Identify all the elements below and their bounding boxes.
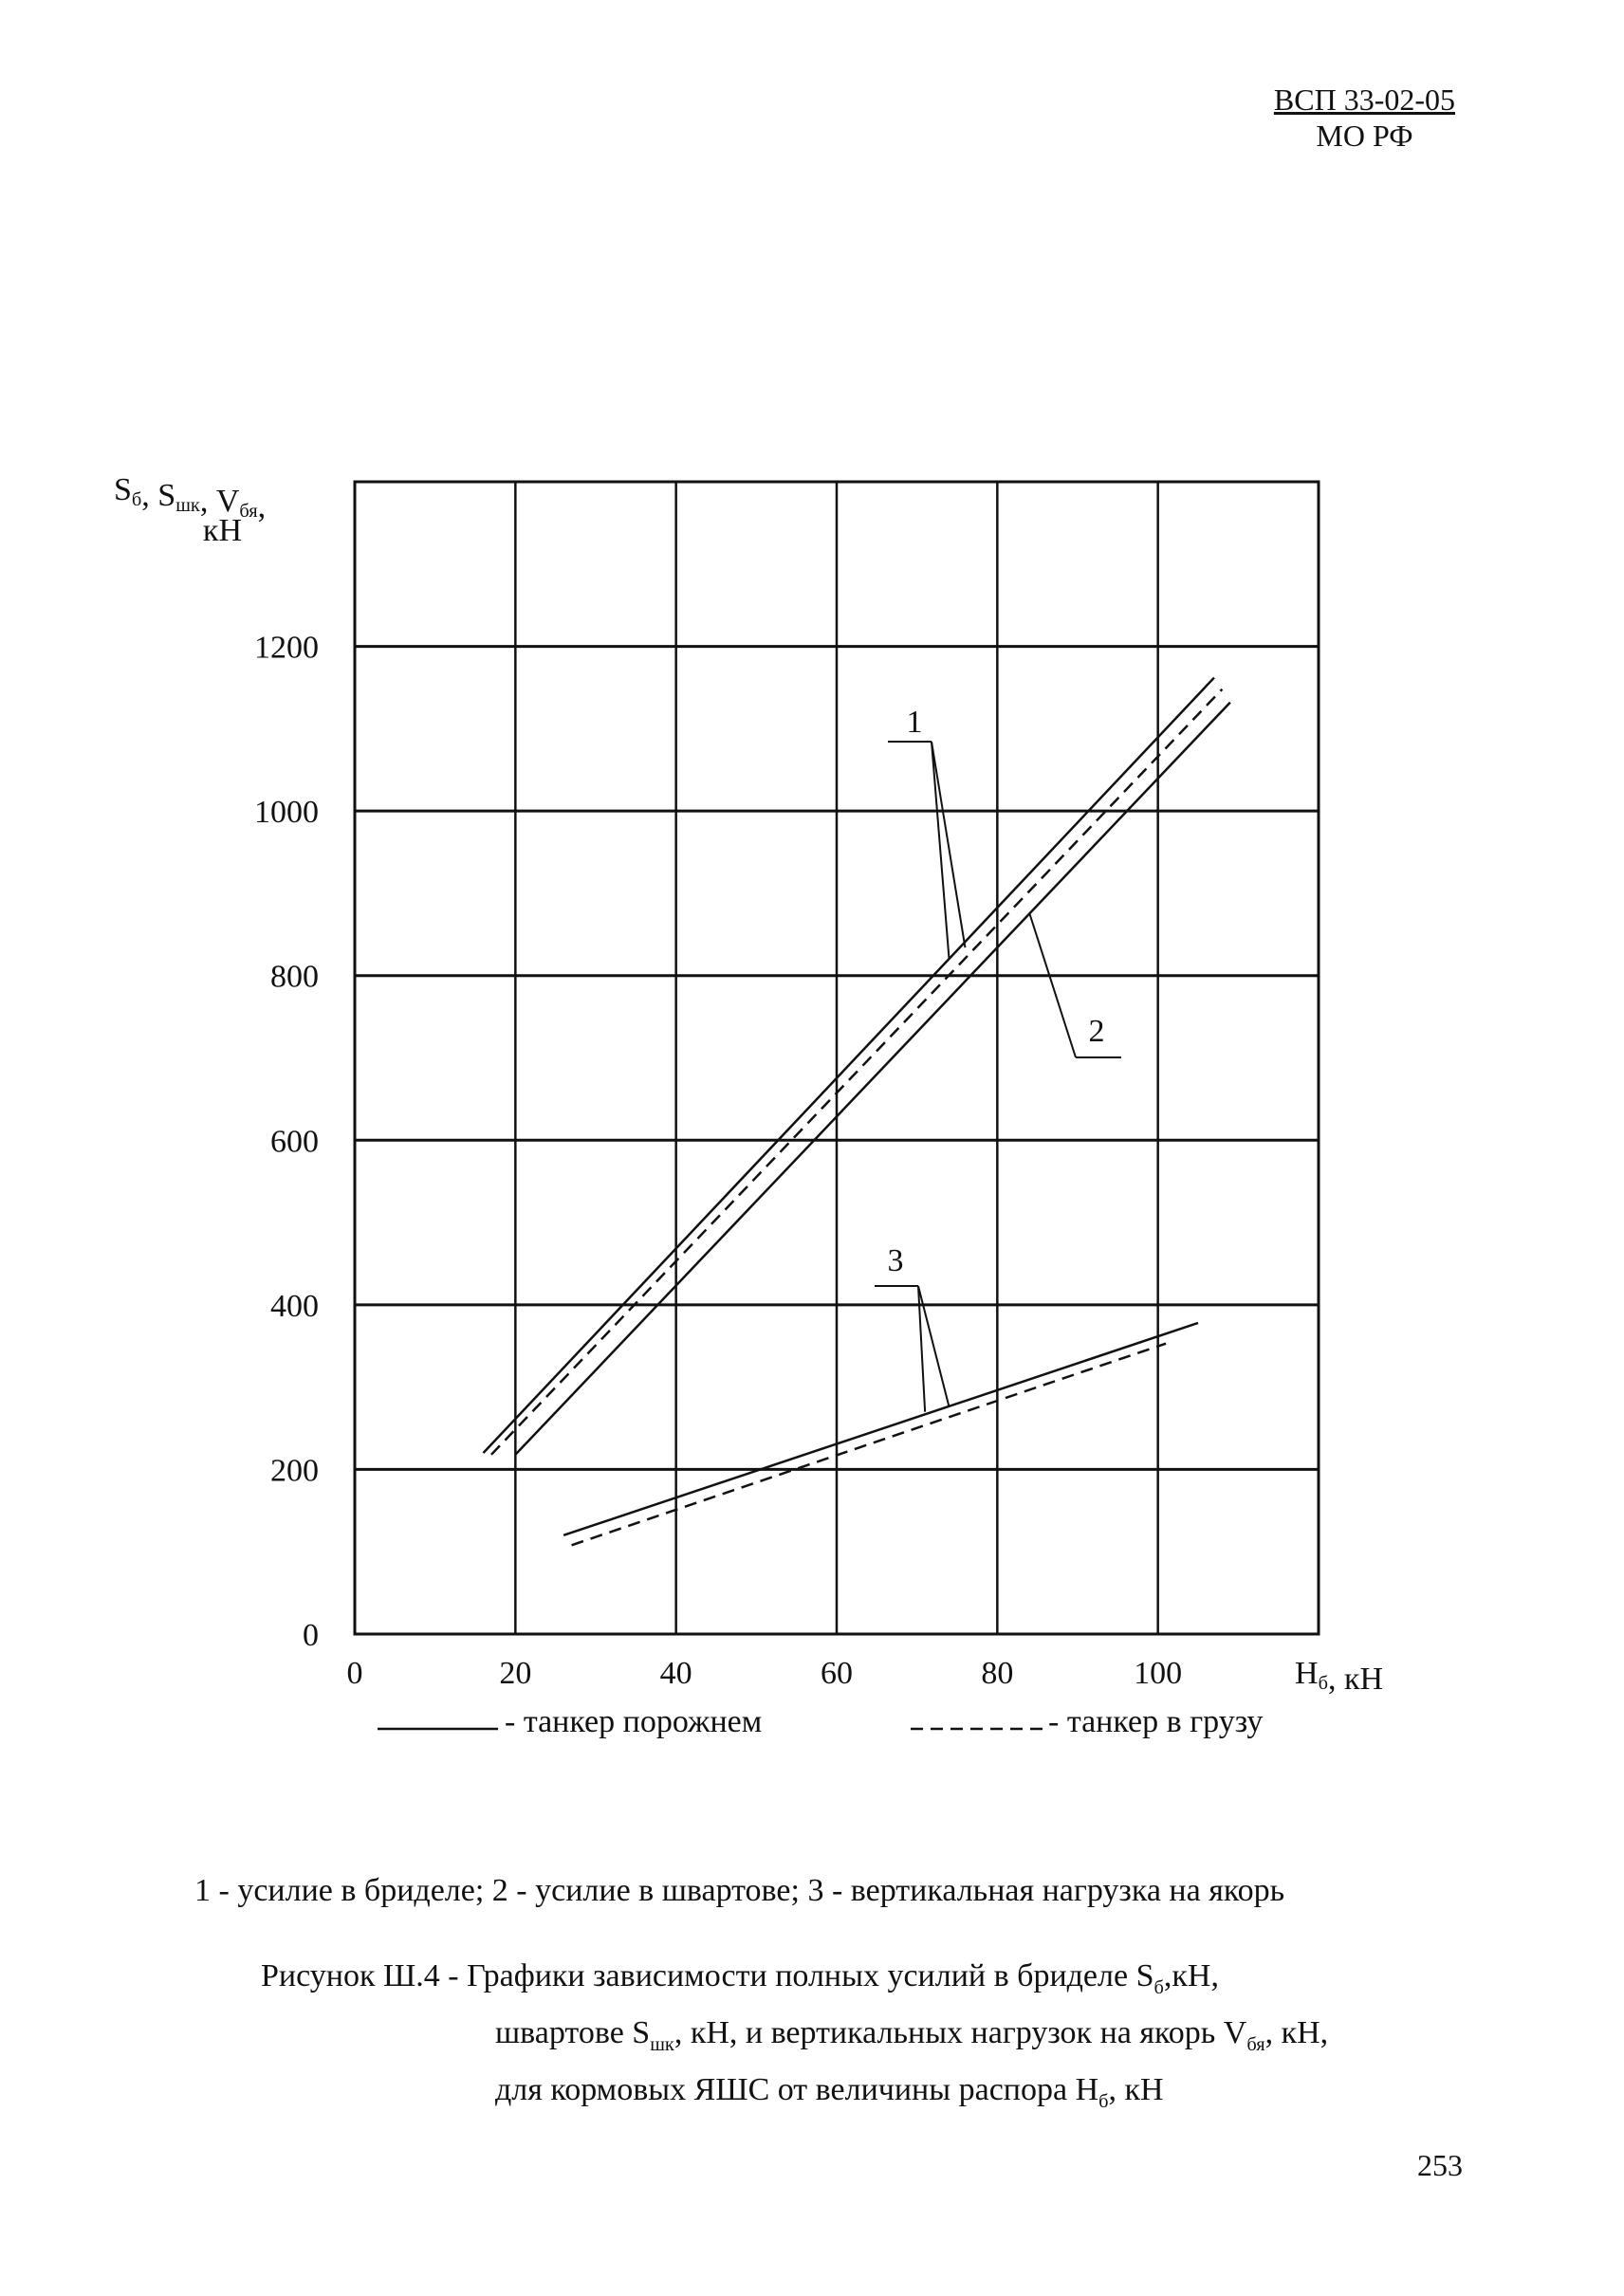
series-line-1-solid bbox=[483, 678, 1213, 1454]
y-tick-label: 1200 bbox=[254, 630, 319, 666]
x-axis-label: Нб, кН bbox=[1295, 1656, 1384, 1697]
caption-sub: б bbox=[1153, 1976, 1164, 1998]
document-organization: МО РФ bbox=[1316, 119, 1413, 153]
caption-line2: швартове S bbox=[495, 2014, 651, 2050]
y-tick-label: 0 bbox=[303, 1618, 319, 1653]
chart-grid bbox=[355, 482, 1319, 1634]
chart-legend bbox=[378, 1704, 1263, 1739]
x-tick-label: 40 bbox=[659, 1656, 692, 1691]
x-tick-label: 80 bbox=[981, 1656, 1014, 1691]
caption-text: , кН, bbox=[1264, 2014, 1329, 2050]
figure-caption bbox=[261, 1954, 1328, 2123]
caption-line3: для кормовых ЯШС от величины распора Н bbox=[495, 2071, 1099, 2107]
callout-label-2: 2 bbox=[1088, 1014, 1105, 1049]
caption-text: , кН bbox=[1108, 2071, 1164, 2107]
y-axis-unit: кН bbox=[202, 513, 242, 548]
y-tick-label: 200 bbox=[270, 1453, 319, 1489]
y-tick-label: 1000 bbox=[254, 795, 319, 831]
figure-footnote: 1 - усилие в бриделе; 2 - усилие в швартове; 3 - вертикальная нагрузка на якорь bbox=[194, 1873, 1285, 1908]
callout-leader bbox=[1029, 913, 1076, 1057]
y-tick-label: 600 bbox=[270, 1124, 319, 1160]
caption-sub: бя bbox=[1246, 2033, 1265, 2055]
document-code: ВСП 33-02-05 bbox=[1273, 83, 1455, 117]
x-tick-label: 20 bbox=[499, 1656, 532, 1691]
page-number: 253 bbox=[1417, 2148, 1463, 2182]
caption-sub: б bbox=[1098, 2090, 1109, 2112]
caption-text: ,кН, bbox=[1163, 1958, 1219, 1993]
callout-leader bbox=[932, 742, 965, 947]
y-tick-label: 400 bbox=[270, 1288, 319, 1324]
callout-label-3: 3 bbox=[887, 1243, 904, 1278]
series-line-3-dashed bbox=[572, 1344, 1167, 1546]
callout-leader bbox=[932, 742, 950, 959]
x-tick-label: 100 bbox=[1134, 1656, 1183, 1691]
series-line-3-solid bbox=[563, 1323, 1198, 1535]
caption-line1: Рисунок Ш.4 - Графики зависимости полных усилий в бриделе S bbox=[261, 1958, 1154, 1993]
x-tick-label: 60 bbox=[821, 1656, 853, 1691]
x-tick-label: 0 bbox=[346, 1656, 363, 1691]
callout-label-1: 1 bbox=[906, 705, 923, 740]
caption-sub: шк bbox=[650, 2033, 674, 2055]
series-line-1-dashed bbox=[491, 689, 1222, 1455]
legend-label-dashed: - танкер в грузу bbox=[1048, 1704, 1264, 1739]
legend-label-solid: - танкер порожнем bbox=[505, 1704, 763, 1739]
y-axis-label: Sб, Sшк, Vбя, bbox=[114, 472, 267, 524]
chart-series-group bbox=[483, 678, 1229, 1546]
chart-tick-labels bbox=[254, 631, 1182, 1691]
series-line-2-solid bbox=[515, 703, 1230, 1455]
caption-text: , кН, и вертикальных нагрузок на якорь V bbox=[674, 2014, 1247, 2050]
y-tick-label: 800 bbox=[270, 959, 319, 995]
